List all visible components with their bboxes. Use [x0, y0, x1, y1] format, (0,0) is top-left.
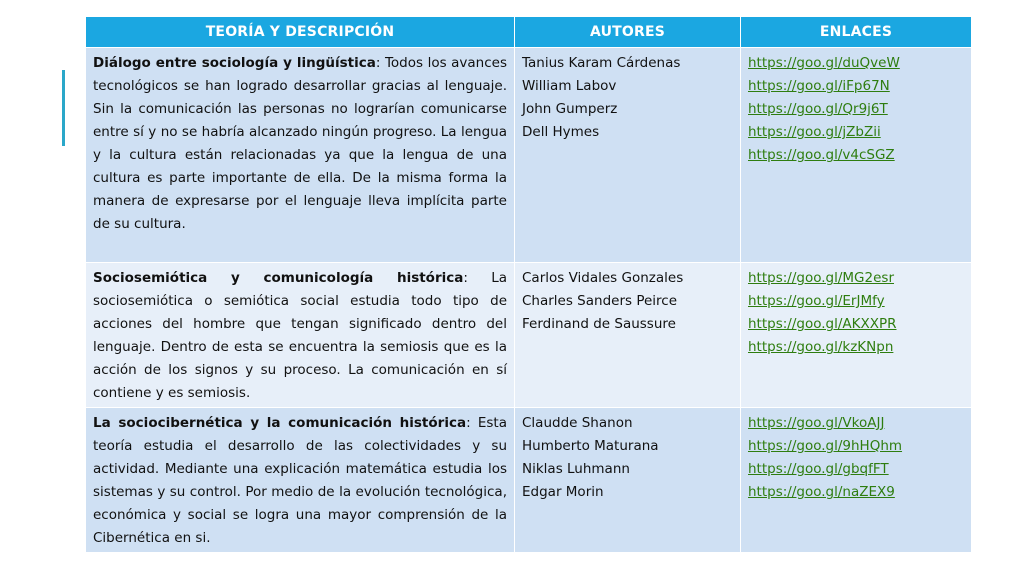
author-name: Carlos Vidales Gonzales — [522, 270, 684, 286]
authors-cell — [515, 408, 741, 553]
description-cell — [86, 48, 515, 263]
author-name: John Gumperz — [522, 101, 618, 117]
reference-link[interactable]: https://goo.gl/AKXXPR — [748, 316, 897, 332]
header-enlaces: ENLACES — [741, 17, 972, 48]
author-name: Niklas Luhmann — [522, 461, 630, 477]
reference-link[interactable]: https://goo.gl/ErJMfy — [748, 293, 885, 309]
reference-link[interactable]: https://goo.gl/duQveW — [748, 55, 900, 71]
author-name: Humberto Maturana — [522, 438, 659, 454]
links-cell — [741, 48, 972, 263]
reference-link[interactable]: https://goo.gl/v4cSGZ — [748, 147, 895, 163]
table-row — [86, 48, 972, 263]
theories-table — [85, 16, 972, 553]
theory-title: La sociocibernética y la comunicación histórica — [93, 415, 467, 431]
authors-cell — [515, 263, 741, 408]
reference-link[interactable]: https://goo.gl/MG2esr — [748, 270, 894, 286]
theory-description: : Todos los avances tecnológicos se han logrado desarrollar gracias al lenguaje. Sin la comunicación las personas no lograrían comunicarse entre sí y no se habría alcanzado ningún progreso. La lengua y la cultura están relacionadas ya que la lengua de una cultura es parte importante de ella. De la misma forma la manera de expresarse por el lenguaje lleva implícita parte de su cultura. — [93, 55, 507, 232]
theory-title: Sociosemiótica y comunicología histórica — [93, 270, 464, 286]
description-cell — [86, 263, 515, 408]
links-cell — [741, 408, 972, 553]
author-name: Tanius Karam Cárdenas — [522, 55, 681, 71]
theory-description: : Esta teoría estudia el desarrollo de las colectividades y su actividad. Mediante una explicación matemática estudia los sistemas y su control. Por medio de la evolución tecnológica, económica y social se logra una mayor comprensión de la Cibernética en si. — [93, 415, 507, 546]
reference-link[interactable]: https://goo.gl/gbqfFT — [748, 461, 889, 477]
reference-link[interactable]: https://goo.gl/9hHQhm — [748, 438, 903, 454]
author-name: Charles Sanders Peirce — [522, 293, 678, 309]
theory-title: Diálogo entre sociología y lingüística — [93, 55, 376, 71]
reference-link[interactable]: https://goo.gl/jZbZii — [748, 124, 881, 140]
theories-table-container — [85, 16, 971, 553]
author-name: Claudde Shanon — [522, 415, 633, 431]
reference-link[interactable]: https://goo.gl/Qr9j6T — [748, 101, 888, 117]
table-row — [86, 263, 972, 408]
theory-description: : La sociosemiótica o semiótica social estudia todo tipo de acciones del hombre que tengan significado dentro del lenguaje. Dentro de esta se encuentra la semiosis que es la acción de los signos y su proceso. La comunicación en sí contiene y es semiosis. — [93, 270, 508, 401]
header-autores: AUTORES — [515, 17, 741, 48]
table-row — [86, 408, 972, 553]
reference-link[interactable]: https://goo.gl/kzKNpn — [748, 339, 894, 355]
author-name: Edgar Morin — [522, 484, 604, 500]
reference-link[interactable]: https://goo.gl/iFp67N — [748, 78, 890, 94]
authors-cell — [515, 48, 741, 263]
author-name: Ferdinand de Saussure — [522, 316, 676, 332]
reference-link[interactable]: https://goo.gl/naZEX9 — [748, 484, 895, 500]
accent-bar — [62, 70, 65, 146]
author-name: Dell Hymes — [522, 124, 600, 140]
description-cell — [86, 408, 515, 553]
links-cell — [741, 263, 972, 408]
reference-link[interactable]: https://goo.gl/VkoAJJ — [748, 415, 885, 431]
header-row — [86, 17, 972, 48]
author-name: William Labov — [522, 78, 617, 94]
header-teoria: TEORÍA Y DESCRIPCIÓN — [86, 17, 515, 48]
